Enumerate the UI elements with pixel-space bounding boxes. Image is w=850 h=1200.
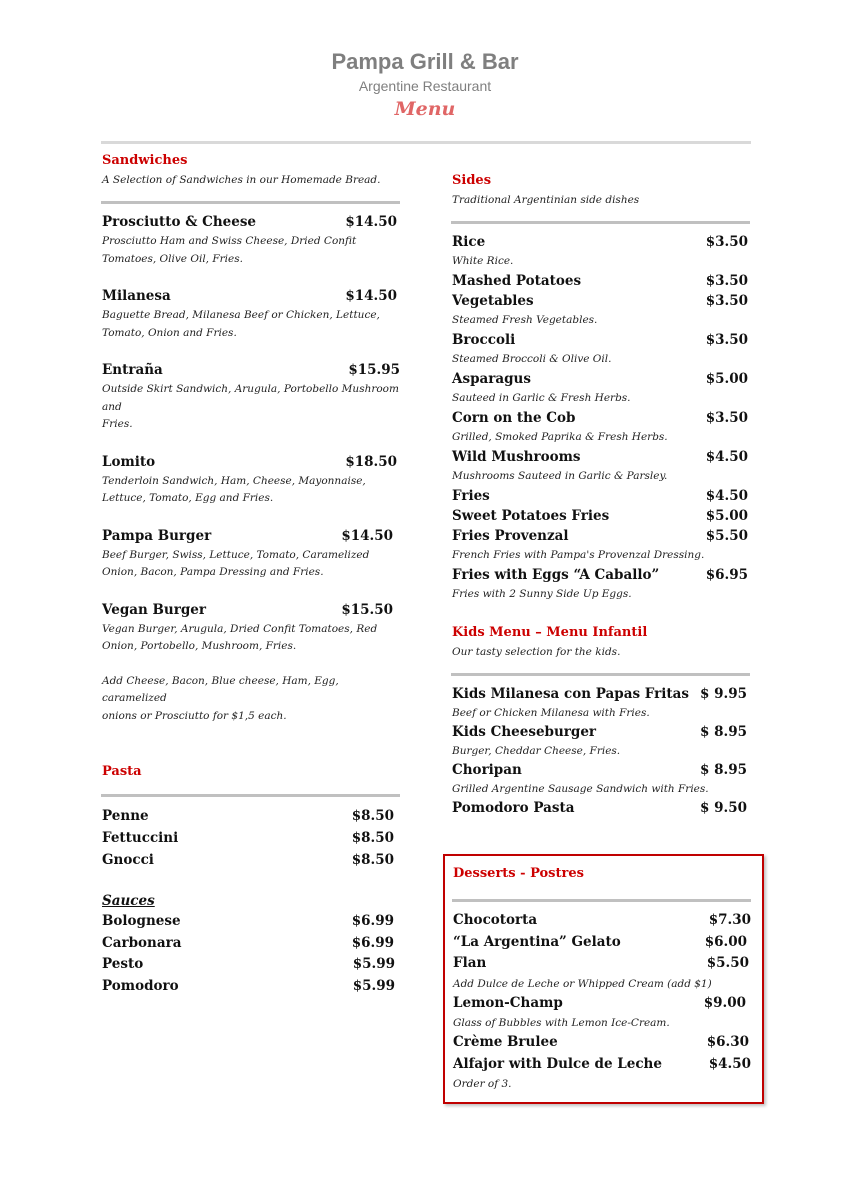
item-price: $4.50 bbox=[705, 488, 748, 504]
item-description: French Fries with Pampa's Provenzal Dressing. bbox=[452, 549, 705, 561]
item-price: $8.50 bbox=[351, 830, 394, 846]
item-name: Crème Brulee bbox=[453, 1034, 558, 1050]
pasta-list bbox=[102, 805, 400, 871]
item-name: Pomodoro bbox=[102, 977, 179, 994]
section-divider bbox=[101, 794, 400, 797]
item-name: Prosciutto & Cheese bbox=[102, 214, 257, 230]
desserts-box bbox=[443, 854, 764, 1104]
item-description: Steamed Fresh Vegetables. bbox=[452, 314, 598, 326]
item-name: Milanesa bbox=[102, 288, 171, 304]
item-price: $6.95 bbox=[705, 567, 748, 583]
section-title-sandwiches: Sandwiches bbox=[102, 153, 188, 168]
menu-item bbox=[102, 526, 400, 582]
item-description: Glass of Bubbles with Lemon Ice-Cream. bbox=[453, 1017, 670, 1029]
item-description: Steamed Broccoli & Olive Oil. bbox=[452, 353, 612, 365]
item-price: $14.50 bbox=[345, 214, 397, 230]
item-price: $ 8.95 bbox=[700, 724, 747, 740]
item-name: Lomito bbox=[102, 453, 156, 470]
menu-item-row bbox=[102, 933, 400, 955]
item-description: Beef or Chicken Milanesa with Fries. bbox=[452, 707, 650, 719]
item-name: Fries Provenzal bbox=[452, 528, 569, 544]
menu-item-row bbox=[452, 330, 750, 350]
description-line: Tomato, Onion and Fries. bbox=[102, 326, 237, 339]
item-name: Wild Mushrooms bbox=[452, 449, 581, 465]
menu-item-row bbox=[102, 976, 400, 998]
item-name: Gnocci bbox=[102, 852, 154, 868]
item-name: Chocotorta bbox=[453, 912, 538, 928]
menu-item bbox=[453, 993, 751, 1033]
menu-item-row bbox=[102, 212, 400, 232]
item-price: $3.50 bbox=[705, 234, 748, 250]
note-line: onions or Prosciutto for $1,5 each. bbox=[102, 709, 287, 722]
menu-item-row bbox=[102, 805, 400, 827]
item-price: $4.50 bbox=[708, 1055, 751, 1072]
menu-item bbox=[452, 330, 750, 369]
menu-item bbox=[452, 722, 750, 760]
item-name: Kids Milanesa con Papas Fritas bbox=[452, 686, 689, 702]
item-price: $3.50 bbox=[705, 293, 748, 309]
item-price: $8.50 bbox=[351, 808, 394, 824]
description-line: Beef Burger, Swiss, Lettuce, Tomato, Caramelized bbox=[102, 548, 370, 561]
menu-item-row bbox=[452, 271, 750, 291]
section-title-sides: Sides bbox=[452, 173, 492, 188]
note-line: Add Cheese, Bacon, Blue cheese, Ham, Egg, caramelized bbox=[102, 674, 339, 704]
item-price: $3.50 bbox=[705, 273, 748, 289]
description-line: Onion, Bacon, Pampa Dressing and Fries. bbox=[102, 566, 324, 578]
menu-item-row bbox=[102, 849, 400, 871]
item-description bbox=[102, 621, 400, 656]
item-description bbox=[102, 473, 400, 508]
menu-item-row bbox=[453, 993, 751, 1015]
item-description: Add Dulce de Leche or Whipped Cream (add $1) bbox=[453, 977, 712, 990]
dessert-list bbox=[453, 910, 751, 1093]
item-description: Grilled Argentine Sausage Sandwich with Fries. bbox=[452, 783, 709, 795]
item-price: $18.50 bbox=[345, 453, 397, 470]
item-price: $14.50 bbox=[341, 527, 393, 544]
item-price: $6.00 bbox=[704, 933, 747, 950]
item-price: $7.30 bbox=[708, 912, 751, 928]
kids-list bbox=[452, 684, 750, 818]
item-name: Flan bbox=[453, 955, 487, 971]
item-description: Order of 3. bbox=[453, 1078, 512, 1090]
item-name: Fries bbox=[452, 488, 490, 504]
menu-item bbox=[102, 212, 400, 268]
section-title-desserts: Desserts - Postres bbox=[453, 866, 584, 881]
menu-item-row bbox=[453, 932, 751, 954]
menu-item-row bbox=[452, 408, 750, 428]
item-description bbox=[102, 381, 400, 434]
item-name: Mashed Potatoes bbox=[452, 273, 582, 289]
item-price: $9.00 bbox=[703, 994, 746, 1011]
description-line: Baguette Bread, Milanesa Beef or Chicken, Lettuce, bbox=[102, 309, 380, 321]
description-line: Tenderloin Sandwich, Ham, Cheese, Mayonnaise, bbox=[102, 474, 366, 487]
item-name: Fettuccini bbox=[102, 830, 179, 846]
item-name: Pesto bbox=[102, 956, 144, 972]
item-name: Broccoli bbox=[452, 332, 516, 348]
restaurant-subtitle: Argentine Restaurant bbox=[358, 78, 492, 94]
item-price: $5.99 bbox=[352, 977, 395, 994]
description-line: and bbox=[102, 400, 122, 413]
sauce-list bbox=[102, 911, 400, 997]
item-price: $6.30 bbox=[706, 1034, 749, 1050]
menu-item-row bbox=[102, 526, 400, 546]
menu-item bbox=[452, 526, 750, 565]
item-price: $ 9.95 bbox=[700, 686, 747, 702]
section-title-kids: Kids Menu – Menu Infantil bbox=[452, 625, 648, 640]
description-line: Prosciutto Ham and Swiss Cheese, Dried Confit bbox=[102, 235, 357, 247]
item-description: White Rice. bbox=[452, 255, 514, 267]
item-price: $6.99 bbox=[351, 913, 394, 929]
menu-item-row bbox=[452, 798, 750, 818]
menu-item-row bbox=[453, 1032, 751, 1054]
header-divider bbox=[101, 141, 751, 144]
item-name: Pomodoro Pasta bbox=[452, 800, 575, 816]
menu-item-row bbox=[452, 684, 750, 704]
description-line: Vegan Burger, Arugula, Dried Confit Tomatoes, Red bbox=[102, 622, 378, 635]
description-line: Outside Skirt Sandwich, Arugula, Portobello Mushroom bbox=[102, 383, 399, 395]
item-name: Entraña bbox=[102, 362, 163, 378]
item-price: $ 9.50 bbox=[700, 800, 747, 816]
sandwich-addons-note bbox=[102, 673, 400, 726]
menu-item-row bbox=[102, 286, 400, 306]
menu-item-row bbox=[452, 291, 750, 311]
menu-item bbox=[102, 452, 400, 508]
menu-item-row bbox=[452, 232, 750, 252]
item-name: “La Argentina” Gelato bbox=[453, 933, 621, 950]
item-price: $15.95 bbox=[348, 362, 400, 378]
item-name: Lemon-Champ bbox=[453, 994, 563, 1011]
menu-item bbox=[452, 447, 750, 486]
item-name: Carbonara bbox=[102, 934, 182, 951]
menu-item-row bbox=[453, 1054, 751, 1076]
item-price: $5.50 bbox=[706, 955, 749, 971]
item-name: Vegan Burger bbox=[102, 601, 207, 618]
sides-list bbox=[452, 232, 750, 604]
menu-item-row bbox=[452, 447, 750, 467]
menu-item bbox=[452, 486, 750, 506]
item-price: $5.50 bbox=[705, 528, 748, 544]
right-column bbox=[452, 171, 750, 818]
menu-item bbox=[452, 408, 750, 447]
section-divider bbox=[452, 899, 751, 902]
item-price: $3.50 bbox=[705, 410, 748, 426]
menu-item-row bbox=[452, 760, 750, 780]
menu-item-row bbox=[102, 954, 400, 976]
item-name: Bolognese bbox=[102, 913, 181, 929]
menu-item-row bbox=[452, 565, 750, 585]
item-name: Kids Cheeseburger bbox=[452, 724, 597, 740]
item-name: Corn on the Cob bbox=[452, 410, 576, 426]
menu-item bbox=[452, 291, 750, 330]
item-price: $8.50 bbox=[351, 852, 394, 868]
description-line: Tomatoes, Olive Oil, Fries. bbox=[102, 252, 243, 265]
item-price: $6.99 bbox=[351, 934, 394, 951]
description-line: Lettuce, Tomato, Egg and Fries. bbox=[102, 492, 274, 504]
item-name: Rice bbox=[452, 234, 486, 250]
menu-item-row bbox=[452, 486, 750, 506]
menu-item-row bbox=[102, 452, 400, 472]
item-description bbox=[102, 233, 400, 268]
menu-item bbox=[453, 1054, 751, 1094]
item-description: Fries with 2 Sunny Side Up Eggs. bbox=[452, 588, 632, 600]
menu-item bbox=[452, 565, 750, 604]
item-name: Sweet Potatoes Fries bbox=[452, 508, 610, 524]
menu-item bbox=[452, 798, 750, 818]
item-name: Pampa Burger bbox=[102, 527, 212, 544]
section-subtitle-sides: Traditional Argentinian side dishes bbox=[452, 194, 640, 206]
item-price: $ 8.95 bbox=[700, 762, 747, 778]
item-name: Penne bbox=[102, 808, 149, 824]
item-description bbox=[102, 547, 400, 582]
item-name: Asparagus bbox=[452, 371, 531, 387]
sauces-heading: Sauces bbox=[102, 893, 155, 909]
item-name: Alfajor with Dulce de Leche bbox=[453, 1055, 662, 1072]
menu-item bbox=[453, 953, 751, 993]
section-divider bbox=[451, 673, 750, 676]
item-description bbox=[102, 307, 400, 342]
item-description: Burger, Cheddar Cheese, Fries. bbox=[452, 745, 621, 757]
sandwich-list bbox=[102, 212, 400, 656]
menu-item bbox=[452, 506, 750, 526]
description-line: Onion, Portobello, Mushroom, Fries. bbox=[102, 640, 297, 652]
section-divider bbox=[101, 201, 400, 204]
menu-item bbox=[102, 600, 400, 656]
item-price: $5.99 bbox=[352, 956, 395, 972]
section-divider bbox=[451, 221, 750, 224]
menu-item bbox=[452, 232, 750, 271]
menu-item bbox=[452, 271, 750, 291]
menu-item-row bbox=[102, 600, 400, 620]
item-name: Fries with Eggs “A Caballo” bbox=[452, 567, 660, 583]
menu-item-row bbox=[102, 827, 400, 849]
menu-item-row bbox=[453, 953, 751, 975]
item-name: Vegetables bbox=[452, 293, 534, 309]
menu-item-row bbox=[102, 360, 400, 380]
menu-item bbox=[452, 369, 750, 408]
item-price: $14.50 bbox=[345, 288, 397, 304]
section-subtitle-kids: Our tasty selection for the kids. bbox=[452, 646, 621, 658]
menu-item bbox=[453, 1032, 751, 1054]
description-line: Fries. bbox=[102, 418, 133, 430]
menu-item bbox=[453, 910, 751, 932]
menu-item bbox=[102, 286, 400, 342]
menu-item-row bbox=[452, 506, 750, 526]
menu-heading: Menu bbox=[394, 98, 456, 120]
menu-item bbox=[453, 932, 751, 954]
section-subtitle-sandwiches: A Selection of Sandwiches in our Homemade Bread. bbox=[102, 174, 381, 186]
left-column bbox=[102, 151, 400, 997]
item-price: $3.50 bbox=[705, 332, 748, 348]
item-price: $4.50 bbox=[705, 449, 748, 465]
menu-item-row bbox=[452, 722, 750, 742]
item-description: Mushrooms Sauteed in Garlic & Parsley. bbox=[452, 470, 668, 482]
item-price: $15.50 bbox=[341, 601, 393, 618]
menu-item bbox=[452, 760, 750, 798]
menu-item-row bbox=[452, 526, 750, 546]
restaurant-name: Pampa Grill & Bar bbox=[331, 49, 519, 74]
menu-item bbox=[452, 684, 750, 722]
menu-item bbox=[102, 360, 400, 434]
item-price: $5.00 bbox=[705, 371, 748, 387]
section-title-pasta: Pasta bbox=[102, 764, 142, 779]
item-description: Sauteed in Garlic & Fresh Herbs. bbox=[452, 392, 631, 404]
menu-item-row bbox=[453, 910, 751, 932]
item-price: $5.00 bbox=[705, 508, 748, 524]
menu-item-row bbox=[102, 911, 400, 933]
item-description: Grilled, Smoked Paprika & Fresh Herbs. bbox=[452, 431, 668, 443]
menu-header bbox=[0, 48, 850, 122]
menu-item-row bbox=[452, 369, 750, 389]
item-name: Choripan bbox=[452, 762, 522, 778]
